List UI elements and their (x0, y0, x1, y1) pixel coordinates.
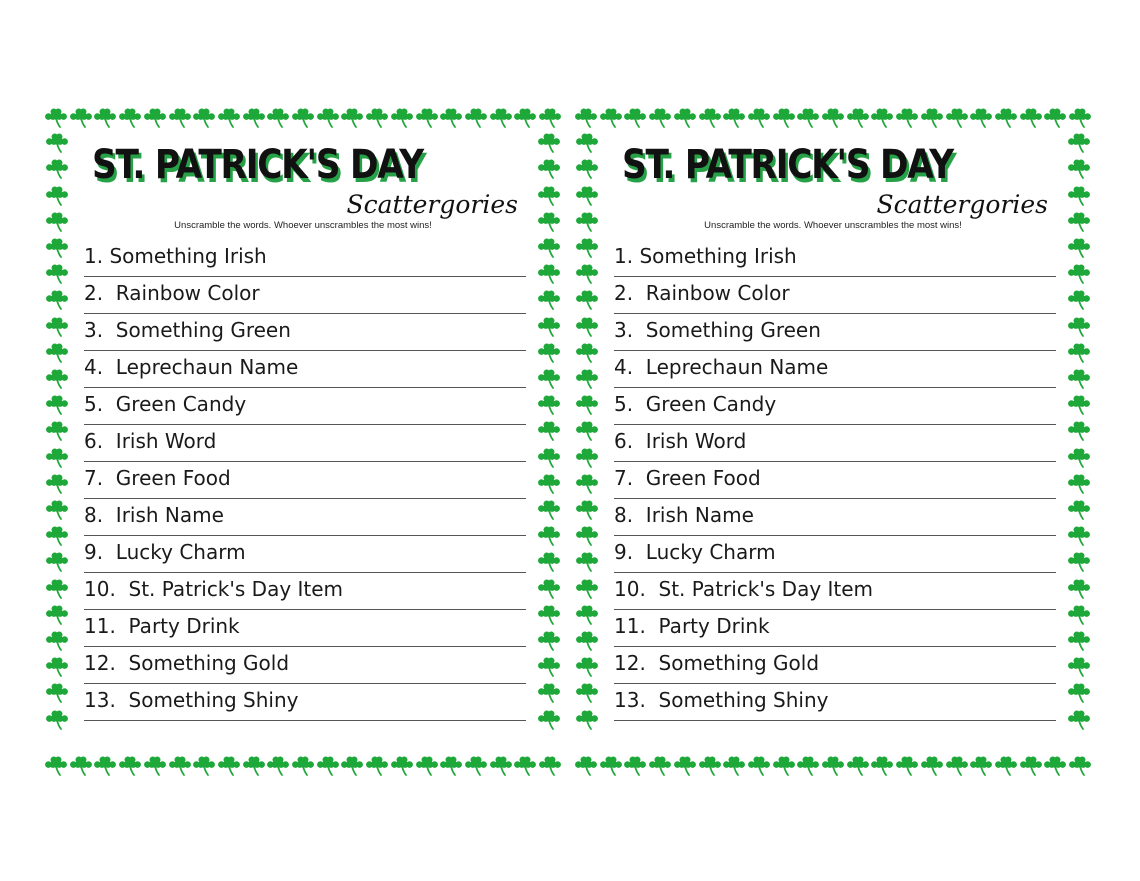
shamrock-icon (537, 680, 561, 704)
shamrock-icon (1067, 235, 1091, 259)
worksheet-subtitle: Scattergories (876, 190, 1048, 219)
shamrock-icon (217, 105, 241, 129)
prompt-line: 12. Something Gold (614, 647, 1056, 684)
shamrock-icon (45, 261, 69, 285)
shamrock-icon (969, 753, 993, 777)
shamrock-border-bottom (44, 752, 562, 778)
shamrock-icon (575, 628, 599, 652)
shamrock-icon (599, 753, 623, 777)
worksheet-title: ST. PATRICK'S DAY (622, 142, 953, 188)
shamrock-icon (390, 105, 414, 129)
prompt-line: 7. Green Food (84, 462, 526, 499)
shamrock-icon (340, 105, 364, 129)
shamrock-icon (45, 680, 69, 704)
worksheet-subtitle: Scattergories (346, 190, 518, 219)
prompt-line: 9. Lucky Charm (84, 536, 526, 573)
shamrock-icon (291, 105, 315, 129)
shamrock-icon (537, 707, 561, 731)
shamrock-icon (575, 602, 599, 626)
shamrock-icon (821, 753, 845, 777)
shamrock-icon (45, 549, 69, 573)
shamrock-icon (1067, 654, 1091, 678)
shamrock-border-right (536, 104, 562, 778)
prompt-line: 5. Green Candy (84, 388, 526, 425)
shamrock-icon (575, 235, 599, 259)
prompt-line: 2. Rainbow Color (614, 277, 1056, 314)
shamrock-icon (340, 753, 364, 777)
prompt-line: 8. Irish Name (84, 499, 526, 536)
shamrock-icon (772, 105, 796, 129)
shamrock-icon (1067, 602, 1091, 626)
instructions-text: Unscramble the words. Whoever unscrambles the most wins! (174, 220, 432, 231)
shamrock-icon (45, 628, 69, 652)
worksheet-content (80, 140, 526, 742)
prompt-line: 10. St. Patrick's Day Item (614, 573, 1056, 610)
shamrock-icon (1043, 753, 1067, 777)
shamrock-icon (575, 209, 599, 233)
shamrock-icon (537, 549, 561, 573)
prompt-line: 13. Something Shiny (614, 684, 1056, 721)
shamrock-icon (143, 105, 167, 129)
shamrock-icon (118, 753, 142, 777)
prompt-line: 1. Something Irish (84, 240, 526, 277)
shamrock-icon (45, 445, 69, 469)
shamrock-icon (316, 105, 340, 129)
prompt-line: 3. Something Green (84, 314, 526, 351)
shamrock-icon (994, 753, 1018, 777)
shamrock-icon (439, 105, 463, 129)
shamrock-icon (192, 105, 216, 129)
shamrock-border-left (44, 104, 70, 778)
prompt-line: 10. St. Patrick's Day Item (84, 573, 526, 610)
shamrock-icon (45, 471, 69, 495)
shamrock-icon (1067, 680, 1091, 704)
shamrock-icon (192, 753, 216, 777)
shamrock-icon (537, 523, 561, 547)
shamrock-icon (537, 576, 561, 600)
shamrock-icon (45, 576, 69, 600)
shamrock-icon (846, 105, 870, 129)
shamrock-icon (920, 105, 944, 129)
prompt-line: 6. Irish Word (614, 425, 1056, 462)
shamrock-icon (537, 235, 561, 259)
shamrock-icon (648, 105, 672, 129)
shamrock-icon (45, 366, 69, 390)
shamrock-icon (870, 753, 894, 777)
shamrock-icon (994, 105, 1018, 129)
shamrock-icon (623, 753, 647, 777)
prompt-line: 3. Something Green (614, 314, 1056, 351)
shamrock-icon (796, 105, 820, 129)
shamrock-icon (45, 418, 69, 442)
shamrock-icon (93, 105, 117, 129)
shamrock-icon (390, 753, 414, 777)
shamrock-icon (513, 105, 537, 129)
shamrock-icon (1067, 130, 1091, 154)
shamrock-icon (489, 753, 513, 777)
shamrock-icon (69, 105, 93, 129)
shamrock-icon (45, 314, 69, 338)
shamrock-icon (969, 105, 993, 129)
shamrock-icon (1019, 753, 1043, 777)
shamrock-icon (537, 183, 561, 207)
prompt-line: 13. Something Shiny (84, 684, 526, 721)
shamrock-icon (242, 753, 266, 777)
worksheet-content (610, 140, 1056, 742)
shamrock-icon (1043, 105, 1067, 129)
prompt-line: 12. Something Gold (84, 647, 526, 684)
shamrock-icon (1067, 261, 1091, 285)
shamrock-icon (45, 497, 69, 521)
shamrock-icon (1067, 209, 1091, 233)
shamrock-icon (1067, 549, 1091, 573)
worksheet-card-left (44, 104, 562, 778)
shamrock-icon (1067, 366, 1091, 390)
prompt-line: 8. Irish Name (614, 499, 1056, 536)
shamrock-icon (537, 156, 561, 180)
shamrock-icon (575, 654, 599, 678)
prompt-line: 6. Irish Word (84, 425, 526, 462)
shamrock-icon (722, 105, 746, 129)
shamrock-icon (575, 576, 599, 600)
shamrock-icon (464, 753, 488, 777)
shamrock-icon (945, 753, 969, 777)
prompt-line: 9. Lucky Charm (614, 536, 1056, 573)
shamrock-icon (895, 753, 919, 777)
shamrock-icon (1019, 105, 1043, 129)
shamrock-icon (217, 753, 241, 777)
shamrock-icon (747, 753, 771, 777)
shamrock-icon (1067, 392, 1091, 416)
shamrock-icon (316, 753, 340, 777)
shamrock-icon (537, 654, 561, 678)
shamrock-icon (648, 753, 672, 777)
shamrock-icon (365, 753, 389, 777)
shamrock-icon (1067, 445, 1091, 469)
worksheet-card-right (574, 104, 1092, 778)
shamrock-icon (168, 753, 192, 777)
shamrock-icon (575, 392, 599, 416)
shamrock-icon (1067, 497, 1091, 521)
shamrock-icon (537, 366, 561, 390)
shamrock-icon (1067, 314, 1091, 338)
shamrock-icon (537, 471, 561, 495)
shamrock-icon (45, 602, 69, 626)
shamrock-icon (45, 340, 69, 364)
prompt-line: 7. Green Food (614, 462, 1056, 499)
shamrock-icon (464, 105, 488, 129)
shamrock-icon (575, 314, 599, 338)
shamrock-icon (45, 130, 69, 154)
shamrock-icon (45, 654, 69, 678)
shamrock-icon (242, 105, 266, 129)
shamrock-icon (673, 105, 697, 129)
shamrock-icon (143, 753, 167, 777)
shamrock-icon (599, 105, 623, 129)
prompt-line: 4. Leprechaun Name (84, 351, 526, 388)
shamrock-icon (623, 105, 647, 129)
shamrock-icon (1067, 287, 1091, 311)
shamrock-icon (1067, 340, 1091, 364)
shamrock-icon (673, 753, 697, 777)
shamrock-icon (45, 235, 69, 259)
shamrock-icon (45, 156, 69, 180)
shamrock-icon (537, 445, 561, 469)
shamrock-icon (870, 105, 894, 129)
prompt-line: 5. Green Candy (614, 388, 1056, 425)
shamrock-icon (69, 753, 93, 777)
prompt-line: 11. Party Drink (614, 610, 1056, 647)
shamrock-icon (1067, 523, 1091, 547)
shamrock-icon (575, 156, 599, 180)
instructions-text: Unscramble the words. Whoever unscrambles the most wins! (704, 220, 962, 231)
shamrock-icon (415, 753, 439, 777)
shamrock-icon (45, 183, 69, 207)
shamrock-icon (575, 418, 599, 442)
shamrock-icon (1067, 707, 1091, 731)
shamrock-icon (1067, 183, 1091, 207)
shamrock-icon (575, 287, 599, 311)
shamrock-icon (291, 753, 315, 777)
shamrock-icon (920, 753, 944, 777)
shamrock-icon (1067, 418, 1091, 442)
shamrock-icon (537, 602, 561, 626)
shamrock-icon (439, 753, 463, 777)
prompt-line: 1. Something Irish (614, 240, 1056, 277)
shamrock-icon (747, 105, 771, 129)
shamrock-icon (537, 340, 561, 364)
shamrock-border-right (1066, 104, 1092, 778)
shamrock-icon (489, 105, 513, 129)
shamrock-border-left (574, 104, 600, 778)
prompt-line: 11. Party Drink (84, 610, 526, 647)
shamrock-icon (575, 680, 599, 704)
shamrock-icon (575, 366, 599, 390)
shamrock-icon (895, 105, 919, 129)
shamrock-icon (1067, 576, 1091, 600)
shamrock-icon (537, 314, 561, 338)
shamrock-border-top (44, 104, 562, 130)
shamrock-icon (1067, 471, 1091, 495)
shamrock-icon (821, 105, 845, 129)
shamrock-icon (45, 287, 69, 311)
shamrock-icon (266, 105, 290, 129)
prompt-line: 4. Leprechaun Name (614, 351, 1056, 388)
shamrock-icon (537, 418, 561, 442)
shamrock-icon (1067, 156, 1091, 180)
shamrock-icon (415, 105, 439, 129)
shamrock-icon (45, 209, 69, 233)
shamrock-icon (722, 753, 746, 777)
shamrock-icon (796, 753, 820, 777)
shamrock-icon (575, 707, 599, 731)
shamrock-icon (1067, 628, 1091, 652)
shamrock-icon (698, 105, 722, 129)
shamrock-icon (537, 628, 561, 652)
shamrock-icon (266, 753, 290, 777)
shamrock-icon (846, 753, 870, 777)
shamrock-icon (45, 392, 69, 416)
shamrock-icon (575, 183, 599, 207)
shamrock-icon (772, 753, 796, 777)
prompt-list (84, 240, 526, 721)
shamrock-icon (537, 497, 561, 521)
shamrock-icon (45, 523, 69, 547)
shamrock-icon (513, 753, 537, 777)
shamrock-icon (537, 209, 561, 233)
shamrock-icon (575, 523, 599, 547)
shamrock-icon (575, 445, 599, 469)
shamrock-icon (537, 392, 561, 416)
shamrock-icon (575, 340, 599, 364)
shamrock-icon (93, 753, 117, 777)
prompt-list (614, 240, 1056, 721)
shamrock-icon (575, 130, 599, 154)
shamrock-icon (575, 261, 599, 285)
shamrock-icon (575, 497, 599, 521)
shamrock-border-top (574, 104, 1092, 130)
worksheet-title: ST. PATRICK'S DAY (92, 142, 423, 188)
shamrock-border-bottom (574, 752, 1092, 778)
shamrock-icon (537, 261, 561, 285)
shamrock-icon (575, 471, 599, 495)
shamrock-icon (698, 753, 722, 777)
prompt-line: 2. Rainbow Color (84, 277, 526, 314)
shamrock-icon (168, 105, 192, 129)
shamrock-icon (575, 549, 599, 573)
shamrock-icon (945, 105, 969, 129)
shamrock-icon (537, 287, 561, 311)
shamrock-icon (365, 105, 389, 129)
shamrock-icon (118, 105, 142, 129)
shamrock-icon (537, 130, 561, 154)
shamrock-icon (45, 707, 69, 731)
